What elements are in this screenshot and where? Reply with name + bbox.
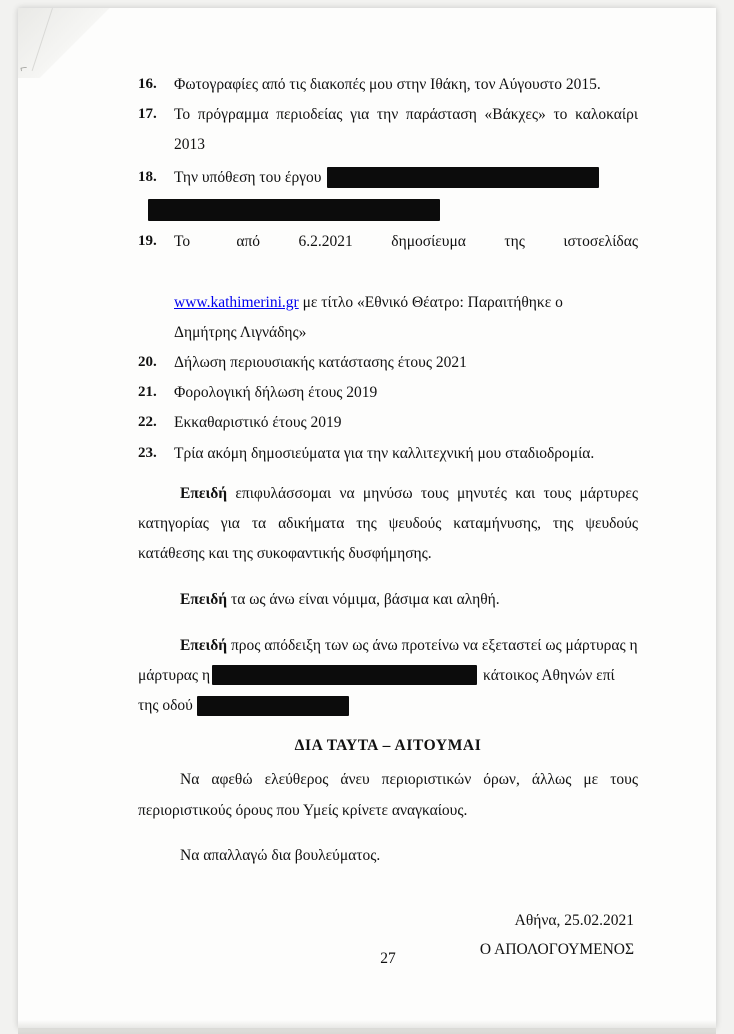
- paragraph-text: προς απόδειξη των ως άνω προτείνω να εξεταστεί ως μάρτυρας η: [227, 636, 638, 654]
- list-item: [138, 100, 638, 160]
- page-number: 27: [380, 950, 396, 967]
- list-item-text: Την υπόθεση του έργου: [174, 168, 322, 186]
- page-bottom-shadow: [18, 1020, 716, 1034]
- list-item-number: 21.: [138, 384, 157, 401]
- paragraph-lead: Επειδή: [180, 636, 228, 654]
- closing-paragraph-1: Να αφεθώ ελεύθερος άνευ περιοριστικών όρων, άλλως με τους περιοριστικούς όρους που Υμείς κρίνετε αναγκαίους.: [138, 771, 638, 819]
- paragraph-text: τα ως άνω είναι νόμιμα, βάσιμα και αληθή.: [227, 591, 500, 608]
- paragraph-epeidi-2: [138, 585, 638, 615]
- document-body: [138, 70, 638, 967]
- paragraph-text: επιφυλάσσομαι να μηνύσω τους μηνυτές και τους μάρτυρες κατηγορίας για τα αδικήματα της ψευδούς καταμήνυσης, της ψευδούς κατάθεσης και της συκοφαντικής δυσφήμησης.: [138, 484, 638, 563]
- paragraph-epeidi-1: [138, 479, 638, 570]
- paragraph-lead: Επειδή: [180, 591, 228, 608]
- list-item-number: 22.: [138, 414, 157, 431]
- list-item: [138, 227, 638, 348]
- list-item-line-1: Το από 6.2.2021 δημοσίευμα της ιστοσελίδας: [174, 233, 638, 251]
- redaction-bar: [148, 199, 440, 221]
- list-item-line-3: Δημήτρης Λιγνάδης»: [174, 323, 307, 341]
- redaction-bar: [327, 167, 599, 188]
- paragraph-line-1: [138, 631, 638, 661]
- list-item-text: Το πρόγραμμα περιοδείας για την παράσταση «Βάκχες» το καλοκαίρι 2013: [174, 106, 638, 154]
- paragraph-text-line3: της οδού: [138, 697, 193, 715]
- paragraph-epeidi-3: [138, 631, 638, 722]
- list-item-text: Δήλωση περιουσιακής κατάστασης έτους 2021: [174, 353, 467, 371]
- list-item-number: 19.: [138, 233, 157, 250]
- paragraph-text-continued: μάρτυρας η: [138, 666, 211, 684]
- list-item-redaction-line: [148, 193, 638, 223]
- list-item: [138, 378, 638, 408]
- list-item-text: Εκκαθαριστικό έτους 2019: [174, 414, 342, 432]
- list-item-line-2: www.kathimerini.gr με τίτλο «Εθνικό Θέατρο: Παραιτήθηκε ο: [174, 293, 563, 311]
- list-item: [138, 408, 638, 438]
- edge-mark: ⌐: [18, 59, 29, 76]
- kathimerini-link[interactable]: www.kathimerini.gr: [174, 293, 299, 311]
- list-item-text: [174, 227, 638, 348]
- list-item: [138, 348, 638, 378]
- list-item: [138, 439, 638, 469]
- paragraph-text-after-redaction: κάτοικος Αθηνών επί: [483, 666, 615, 684]
- list-item-text-line: [174, 163, 638, 193]
- evidence-list: [138, 70, 638, 469]
- list-item: [138, 163, 638, 223]
- signature-signer: Ο ΑΠΟΛΟΓΟΥΜΕΝΟΣ: [479, 940, 634, 958]
- list-item-text: Φορολογική δήλωση έτους 2019: [174, 384, 378, 402]
- redaction-bar: [197, 696, 349, 716]
- list-item-number: 17.: [138, 106, 157, 123]
- paragraph-lead: Επειδή: [180, 484, 228, 502]
- list-item-number: 18.: [138, 168, 157, 185]
- list-item-number: 23.: [138, 444, 157, 461]
- section-heading: ΔΙΑ ΤΑΥΤΑ – ΑΙΤΟΥΜΑΙ: [294, 737, 482, 755]
- list-item-text: Φωτογραφίες από τις διακοπές μου στην Ιθάκη, τον Αύγουστο 2015.: [174, 76, 601, 93]
- list-item-number: 20.: [138, 353, 157, 370]
- list-item-text: Τρία ακόμη δημοσιεύματα για την καλλιτεχνική μου σταδιοδρομία.: [174, 444, 595, 462]
- closing-paragraph-2: Να απαλλαγώ δια βουλεύματος.: [180, 847, 381, 865]
- list-item: [138, 70, 638, 100]
- redaction-bar: [212, 665, 477, 685]
- paragraph-line-2: [138, 661, 638, 691]
- list-item-number: 16.: [138, 76, 157, 92]
- signature-place-date: Αθήνα, 25.02.2021: [514, 911, 634, 929]
- paragraph-line-3: [138, 691, 638, 721]
